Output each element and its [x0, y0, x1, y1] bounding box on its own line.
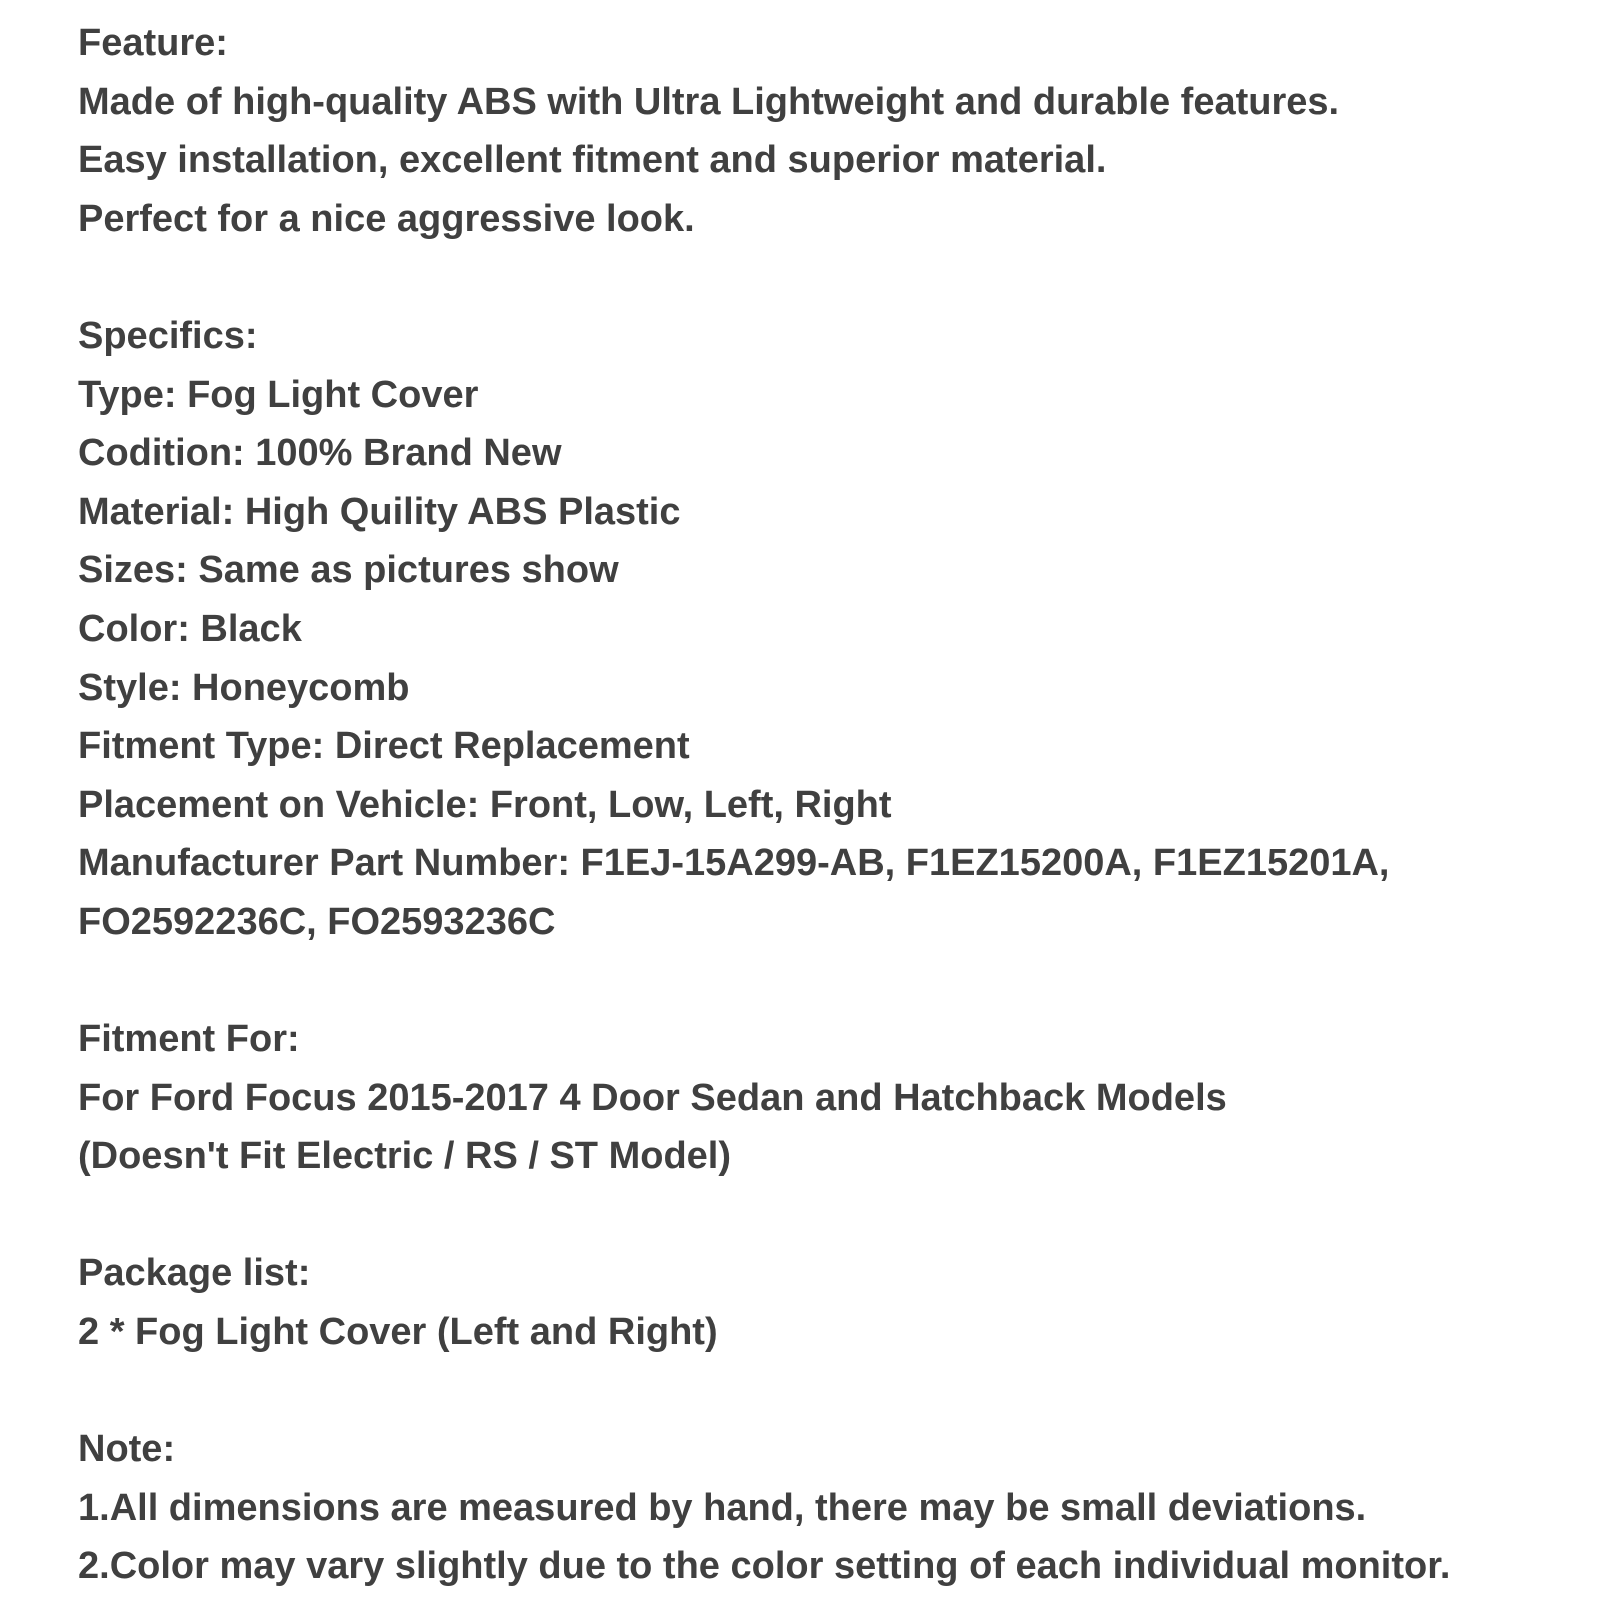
- note-heading: Note:: [78, 1428, 176, 1471]
- product-description: [78, 14, 1578, 1596]
- package-heading: Package list:: [78, 1252, 311, 1295]
- section-spacer: [78, 248, 1578, 307]
- fitment-line: (Doesn't Fit Electric / RS / ST Model): [78, 1135, 731, 1178]
- feature-section: [78, 14, 1578, 248]
- feature-line: Easy installation, excellent fitment and superior material.: [78, 139, 1107, 182]
- fitment-section: [78, 1010, 1578, 1186]
- note-line: 2.Color may vary slightly due to the color setting of each individual monitor.: [78, 1545, 1451, 1588]
- spec-fitment-type: Fitment Type: Direct Replacement: [78, 725, 690, 768]
- specifics-section: [78, 307, 1578, 952]
- spec-part-number: Manufacturer Part Number: F1EJ-15A299-AB, F1EZ15200A, F1EZ15201A,: [78, 842, 1390, 885]
- section-spacer: [78, 1186, 1578, 1245]
- feature-line: Perfect for a nice aggressive look.: [78, 197, 695, 240]
- spec-condition: Codition: 100% Brand New: [78, 432, 562, 475]
- note-section: [78, 1420, 1578, 1596]
- spec-style: Style: Honeycomb: [78, 666, 410, 709]
- spec-type: Type: Fog Light Cover: [78, 373, 479, 416]
- section-spacer: [78, 952, 1578, 1011]
- spec-color: Color: Black: [78, 607, 302, 650]
- specifics-heading: Specifics:: [78, 314, 258, 357]
- package-section: [78, 1244, 1578, 1361]
- feature-heading: Feature:: [78, 22, 228, 64]
- package-line: 2 * Fog Light Cover (Left and Right): [78, 1311, 718, 1354]
- fitment-line: For Ford Focus 2015-2017 4 Door Sedan and Hatchback Models: [78, 1076, 1227, 1119]
- fitment-heading: Fitment For:: [78, 1018, 300, 1061]
- note-line: 1.All dimensions are measured by hand, there may be small deviations.: [78, 1486, 1367, 1529]
- spec-material: Material: High Quility ABS Plastic: [78, 490, 681, 533]
- section-spacer: [78, 1362, 1578, 1421]
- spec-placement: Placement on Vehicle: Front, Low, Left, Right: [78, 783, 892, 826]
- spec-sizes: Sizes: Same as pictures show: [78, 549, 619, 592]
- spec-part-number-cont: FO2592236C, FO2593236C: [78, 900, 556, 943]
- feature-line: Made of high-quality ABS with Ultra Lightweight and durable features.: [78, 80, 1340, 123]
